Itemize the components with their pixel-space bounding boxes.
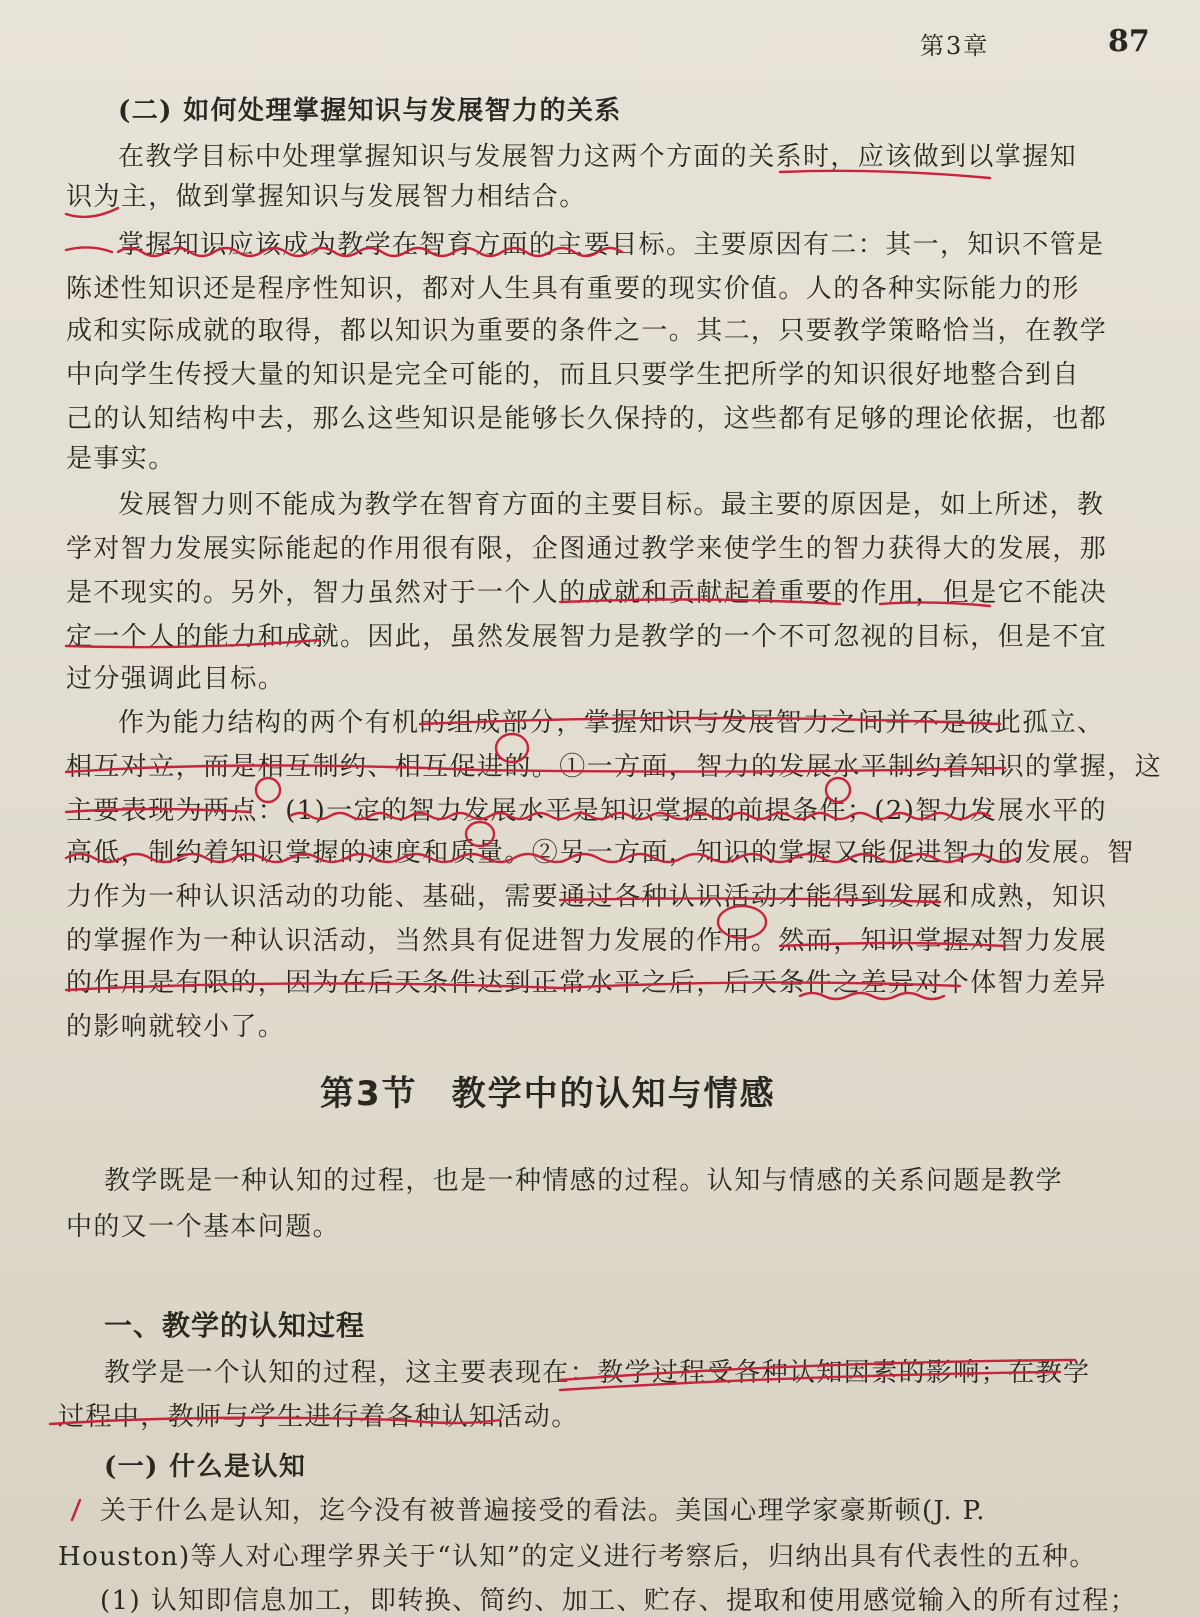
- body-line: 识为主，做到掌握知识与发展智力相结合。: [66, 182, 587, 212]
- subheading: (一) 什么是认知: [104, 1452, 307, 1482]
- body-line: 教学既是一种认知的过程，也是一种情感的过程。认知与情感的关系问题是教学: [104, 1166, 1064, 1196]
- body-line: 中的又一个基本问题。: [66, 1212, 341, 1242]
- body-line: 过分强调此目标。: [66, 664, 286, 694]
- body-line: 是事实。: [66, 444, 176, 474]
- section-number: 第3节: [320, 1074, 418, 1114]
- underline-mark: [66, 247, 112, 252]
- body-line: 陈述性知识还是程序性知识，都对人生具有重要的现实价值。人的各种实际能力的形: [66, 274, 1080, 304]
- section-title: 教学中的认知与情感: [451, 1074, 776, 1114]
- body-line: 主要表现为两点：(1)一定的智力发展水平是知识掌握的前提条件；(2)智力发展水平的: [66, 796, 1108, 826]
- body-line: 作为能力结构的两个有机的组成部分，掌握知识与发展智力之间并不是彼此孤立、: [118, 708, 1105, 738]
- body-line: 力作为一种认识活动的功能、基础，需要通过各种认识活动才能得到发展和成熟，知识: [66, 882, 1108, 912]
- body-line: 定一个人的能力和成就。因此，虽然发展智力是教学的一个不可忽视的目标，但是不宜: [66, 622, 1108, 652]
- body-line: 过程中，教师与学生进行着各种认知活动。: [58, 1402, 579, 1432]
- body-line: 教学是一个认知的过程，这主要表现在：教学过程受各种认知因素的影响；在教学: [104, 1358, 1091, 1388]
- subsection-title: (二) 如何处理掌握知识与发展智力的关系: [118, 96, 622, 126]
- running-header-chapter: 第3章: [920, 32, 990, 60]
- body-line: (1) 认知即信息加工，即转换、简约、加工、贮存、提取和使用感觉输入的所有过程；: [100, 1586, 1138, 1616]
- margin-mark: [72, 1500, 80, 1520]
- body-line: 学对智力发展实际能起的作用很有限，企图通过教学来使学生的智力获得大的发展，那: [66, 534, 1108, 564]
- body-line: 的影响就较小了。: [66, 1012, 286, 1042]
- body-line: Houston)等人对心理学界关于“认知”的定义进行考察后，归纳出具有代表性的五种。: [58, 1542, 1097, 1572]
- body-line: 成和实际成就的取得，都以知识为重要的条件之一。其二，只要教学策略恰当，在教学: [66, 316, 1108, 346]
- body-line: 的掌握作为一种认识活动，当然具有促进智力发展的作用。然而，知识掌握对智力发展: [66, 926, 1108, 956]
- body-line: 在教学目标中处理掌握知识与发展智力这两个方面的关系时，应该做到以掌握知: [118, 142, 1078, 172]
- page-number: 87: [1108, 24, 1150, 59]
- body-line: 关于什么是认知，迄今没有被普遍接受的看法。美国心理学家豪斯顿(J. P.: [100, 1496, 986, 1526]
- body-line: 发展智力则不能成为教学在智育方面的主要目标。最主要的原因是，如上所述，教: [118, 490, 1105, 520]
- body-line: 相互对立，而是相互制约、相互促进的。①一方面，智力的发展水平制约着知识的掌握，这: [66, 752, 1163, 782]
- body-line: 是不现实的。另外，智力虽然对于一个人的成就和贡献起着重要的作用，但是它不能决: [66, 578, 1108, 608]
- body-line: 高低，制约着知识掌握的速度和质量。②另一方面，知识的掌握又能促进智力的发展。智: [66, 838, 1135, 868]
- section-heading: [320, 1066, 776, 1115]
- body-line: 己的认知结构中去，那么这些知识是能够长久保持的，这些都有足够的理论依据，也都: [66, 404, 1108, 434]
- body-line: 掌握知识应该成为教学在智育方面的主要目标。主要原因有二：其一，知识不管是: [118, 230, 1105, 260]
- body-line: 中向学生传授大量的知识是完全可能的，而且只要学生把所学的知识很好地整合到自: [66, 360, 1080, 390]
- body-line: 的作用是有限的，因为在后天条件达到正常水平之后，后天条件之差异对个体智力差异: [66, 968, 1108, 998]
- part-heading: 一、教学的认知过程: [104, 1309, 366, 1342]
